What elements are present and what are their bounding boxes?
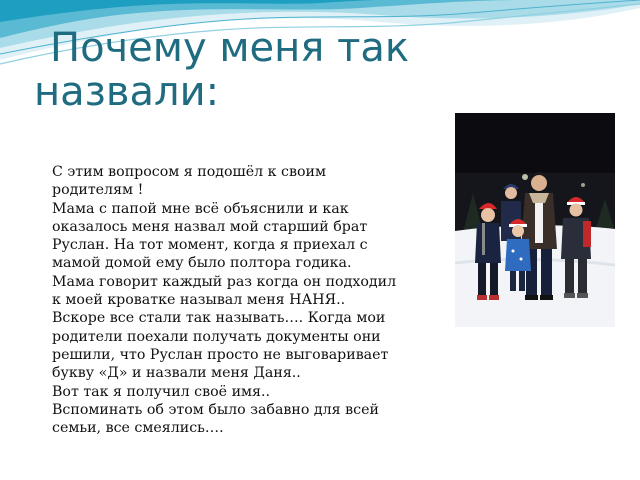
story-text bbox=[52, 163, 447, 437]
text-line: Руслан. На тот момент, когда я приехал с bbox=[52, 237, 368, 254]
text-line: мамой домой ему было полтора годика. bbox=[52, 255, 352, 272]
text-line: решили, что Руслан просто не выговаривает bbox=[52, 346, 389, 363]
text-line: Вспоминать об этом было забавно для всей bbox=[52, 401, 379, 418]
text-line: Мама говорит каждый раз когда он подходил bbox=[52, 273, 397, 290]
text-line: Вскоре все стали так называть…. Когда мои bbox=[52, 310, 386, 327]
family-photo-illustration bbox=[455, 113, 615, 327]
text-line: Вот так я получил своё имя.. bbox=[52, 383, 271, 400]
text-line: родители поехали получать документы они bbox=[52, 328, 381, 345]
text-line: родителям ! bbox=[52, 182, 144, 199]
text-line: семьи, все смеялись…. bbox=[52, 420, 224, 437]
text-line: оказалось меня назвал мой старший брат bbox=[52, 218, 368, 235]
text-line: С этим вопросом я подошёл к своим bbox=[52, 164, 326, 180]
text-line: к моей кроватке называл меня НАНЯ.. bbox=[52, 292, 346, 309]
title-line-1: Почему меня так bbox=[50, 25, 410, 71]
title-line-2: назвали: bbox=[34, 69, 220, 115]
text-line: Мама с папой мне всё объяснили и как bbox=[52, 200, 349, 217]
family-photo bbox=[455, 113, 615, 327]
text-line: букву «Д» и назвали меня Даня.. bbox=[52, 365, 301, 382]
slide-title bbox=[34, 26, 474, 114]
